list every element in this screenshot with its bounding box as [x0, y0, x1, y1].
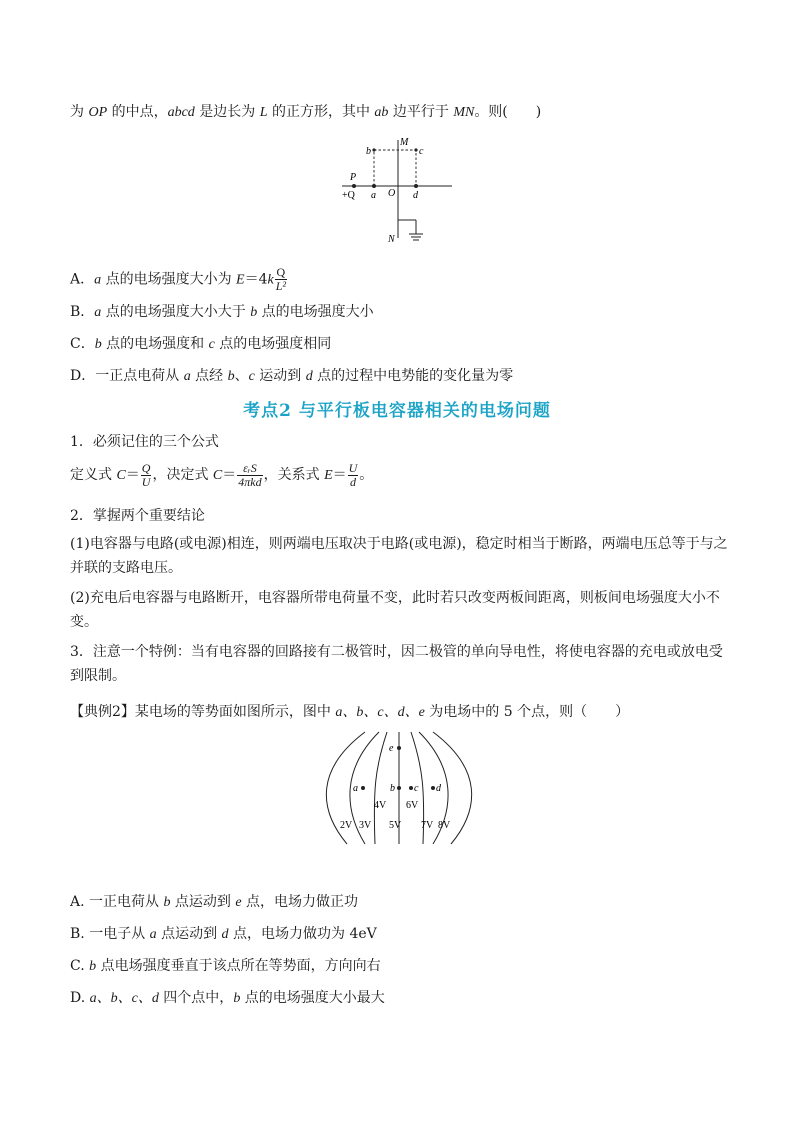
intro-text: 是边长为 [194, 104, 260, 120]
label-O: O [388, 188, 396, 199]
var-k: k [267, 272, 274, 288]
option-2A [70, 892, 358, 913]
intro-text: 的中点， [107, 104, 168, 120]
var-b: b [250, 305, 258, 320]
point-b [372, 148, 375, 151]
point-a [372, 184, 376, 188]
var-e: e [235, 895, 242, 910]
formula-text: 。 [359, 467, 374, 483]
point-d [431, 786, 435, 790]
intro-line [70, 102, 541, 123]
var-C: C [212, 468, 223, 483]
option-text: D．一正点电荷从 [70, 368, 184, 384]
intro-text: 的正方形，其中 [267, 104, 375, 120]
option-1D [70, 366, 513, 387]
formula-text: ，关系式 [263, 467, 325, 483]
label-M: M [400, 137, 409, 148]
option-text: 点经 [190, 368, 228, 384]
example-text: 为电场中的 5 个点，则（ ） [424, 704, 630, 720]
label-3V: 3V [359, 820, 372, 831]
label-8V: 8V [438, 820, 451, 831]
option-text: 点运动到 [170, 894, 236, 910]
label-d: d [413, 190, 418, 201]
option-text: 点的电场强度大小最大 [240, 990, 385, 1006]
var-b: b [233, 991, 241, 1006]
sec-item-2: 2．掌握两个重要结论 [70, 508, 205, 524]
var-d: d [221, 927, 229, 942]
fraction-num: Q [276, 265, 286, 279]
fraction-epsS-4pikd [237, 462, 262, 489]
formula-line [70, 460, 373, 491]
label-a: a [353, 783, 358, 794]
example-2-stem [70, 702, 629, 723]
label-2V: 2V [340, 820, 353, 831]
conclusion-2-line-2: 变。 [70, 614, 98, 630]
label-4V: 4V [374, 800, 387, 811]
label-e: e [389, 743, 394, 754]
var-E: E [324, 468, 333, 483]
option-text: 点的电场强度大小 [257, 304, 374, 320]
option-2D [70, 988, 385, 1009]
intro-text: 为 [70, 104, 89, 120]
var-d: d [305, 369, 313, 384]
var-a: a [94, 272, 102, 288]
option-text: 点运动到 [156, 926, 222, 942]
point-a [361, 786, 365, 790]
label-c: c [414, 783, 419, 794]
formula-text: 定义式 [70, 467, 117, 483]
figure-square-charge [330, 132, 470, 248]
option-text: B． [70, 304, 95, 320]
option-text: B. 一电子从 [70, 926, 150, 942]
var-points: a、b、c、d [89, 991, 159, 1006]
option-text: 运动到 [254, 368, 306, 384]
var-b: b [163, 895, 171, 910]
option-text: C. [70, 958, 90, 974]
figure-equipotential [325, 728, 475, 860]
fraction-Q-L2 [275, 266, 287, 293]
var-MN: MN [453, 105, 475, 120]
var-L: L [259, 105, 268, 120]
point-b [397, 786, 401, 790]
var-b: b [94, 337, 102, 352]
label-b: b [390, 783, 395, 794]
label-c: c [419, 146, 424, 157]
formula-text: ＝ [332, 467, 347, 483]
option-text: 四个点中， [158, 990, 234, 1006]
var-a: a [94, 305, 102, 320]
option-1C [70, 334, 331, 355]
conclusion-1-line-2: 并联的支路电压。 [70, 560, 182, 576]
var-c: c [248, 369, 255, 384]
option-text: 点的过程中电势能的变化量为零 [312, 368, 514, 384]
option-text: 点，电场力做正功 [241, 894, 359, 910]
var-b: b [227, 369, 235, 384]
label-Q: +Q [342, 190, 355, 201]
label-P: P [350, 172, 357, 183]
fraction-num: εᵣS [237, 462, 262, 476]
example-tag: 【典例2】 [70, 704, 135, 720]
intro-text: 边平行于 [388, 104, 454, 120]
var-c: c [208, 337, 215, 352]
var-ab: ab [374, 105, 389, 120]
option-1B [70, 302, 374, 323]
point-e [397, 746, 401, 750]
fraction-Q-U [141, 462, 152, 489]
fraction-den: d [349, 474, 356, 489]
var-a: a [149, 927, 157, 942]
option-text: A． [70, 271, 95, 288]
conclusion-1-line-1: (1)电容器与电路(或电源)相连，则两端电压取决于电路(或电源)，稳定时相当于断路，两端电压总等于与之 [70, 536, 728, 552]
var-E: E [236, 272, 245, 288]
equipotential-4V [374, 732, 387, 844]
fraction-num: U [348, 460, 358, 475]
option-1A [70, 266, 288, 293]
label-5V: 5V [389, 820, 402, 831]
var-b: b [89, 959, 97, 974]
option-2C [70, 956, 381, 977]
var-C: C [116, 468, 126, 483]
option-text: 点的电场强度大小大于 [101, 304, 251, 320]
option-text: 点，电场力做功为 4eV [228, 926, 377, 942]
conclusion-2-line-1: (2)充电后电容器与电路断开，电容器所带电荷量不变，此时若只改变两板间距离，则板间电场强度大小不 [70, 590, 720, 606]
option-text: ＝4 [244, 271, 268, 288]
sec-item-1: 1．必须记住的三个公式 [70, 434, 219, 450]
point-c [409, 786, 413, 790]
label-a: a [371, 190, 376, 201]
fraction-U-d [348, 462, 359, 489]
fraction-den: 4πkd [238, 474, 262, 489]
square-dashed [374, 150, 416, 186]
var-OP: OP [88, 105, 108, 120]
option-text: D. [70, 990, 90, 1006]
label-d: d [436, 783, 441, 794]
sec-item-3-line-2: 到限制。 [70, 668, 126, 684]
option-text: 、 [234, 368, 249, 384]
formula-text: ＝ [222, 467, 237, 483]
option-text: A. 一正电荷从 [70, 894, 164, 910]
label-b: b [366, 146, 371, 157]
point-P [352, 184, 356, 188]
sec-item-3-line-1: 3．注意一个特例：当有电容器的回路接有二极管时，因二极管的单向导电性，将使电容器的充电或放电受 [70, 644, 723, 660]
example-text: 某电场的等势面如图所示，图中 [134, 704, 336, 720]
option-text: 点的电场强度相同 [214, 336, 332, 352]
fraction-num: Q [141, 460, 151, 475]
section-heading: 考点2 与平行板电容器相关的电场问题 [243, 401, 551, 421]
option-text: 点电场强度垂直于该点所在等势面，方向向右 [96, 958, 381, 974]
formula-text: ＝ [125, 467, 140, 483]
point-d [414, 184, 418, 188]
label-7V: 7V [421, 820, 434, 831]
formula-text: ，决定式 [152, 467, 213, 483]
option-2B [70, 924, 377, 945]
intro-text: 。则( ) [474, 104, 542, 120]
label-6V: 6V [406, 800, 419, 811]
point-c [414, 148, 417, 151]
option-text: C． [70, 336, 95, 352]
var-points: a、b、c、d、e [335, 705, 425, 720]
fraction-den: L² [275, 279, 287, 293]
option-text: 点的电场强度和 [101, 336, 209, 352]
var-a: a [183, 369, 191, 384]
label-N: N [388, 234, 395, 245]
fraction-den: U [141, 474, 151, 489]
option-text: 点的电场强度大小为 [101, 271, 237, 288]
var-abcd: abcd [167, 105, 195, 120]
